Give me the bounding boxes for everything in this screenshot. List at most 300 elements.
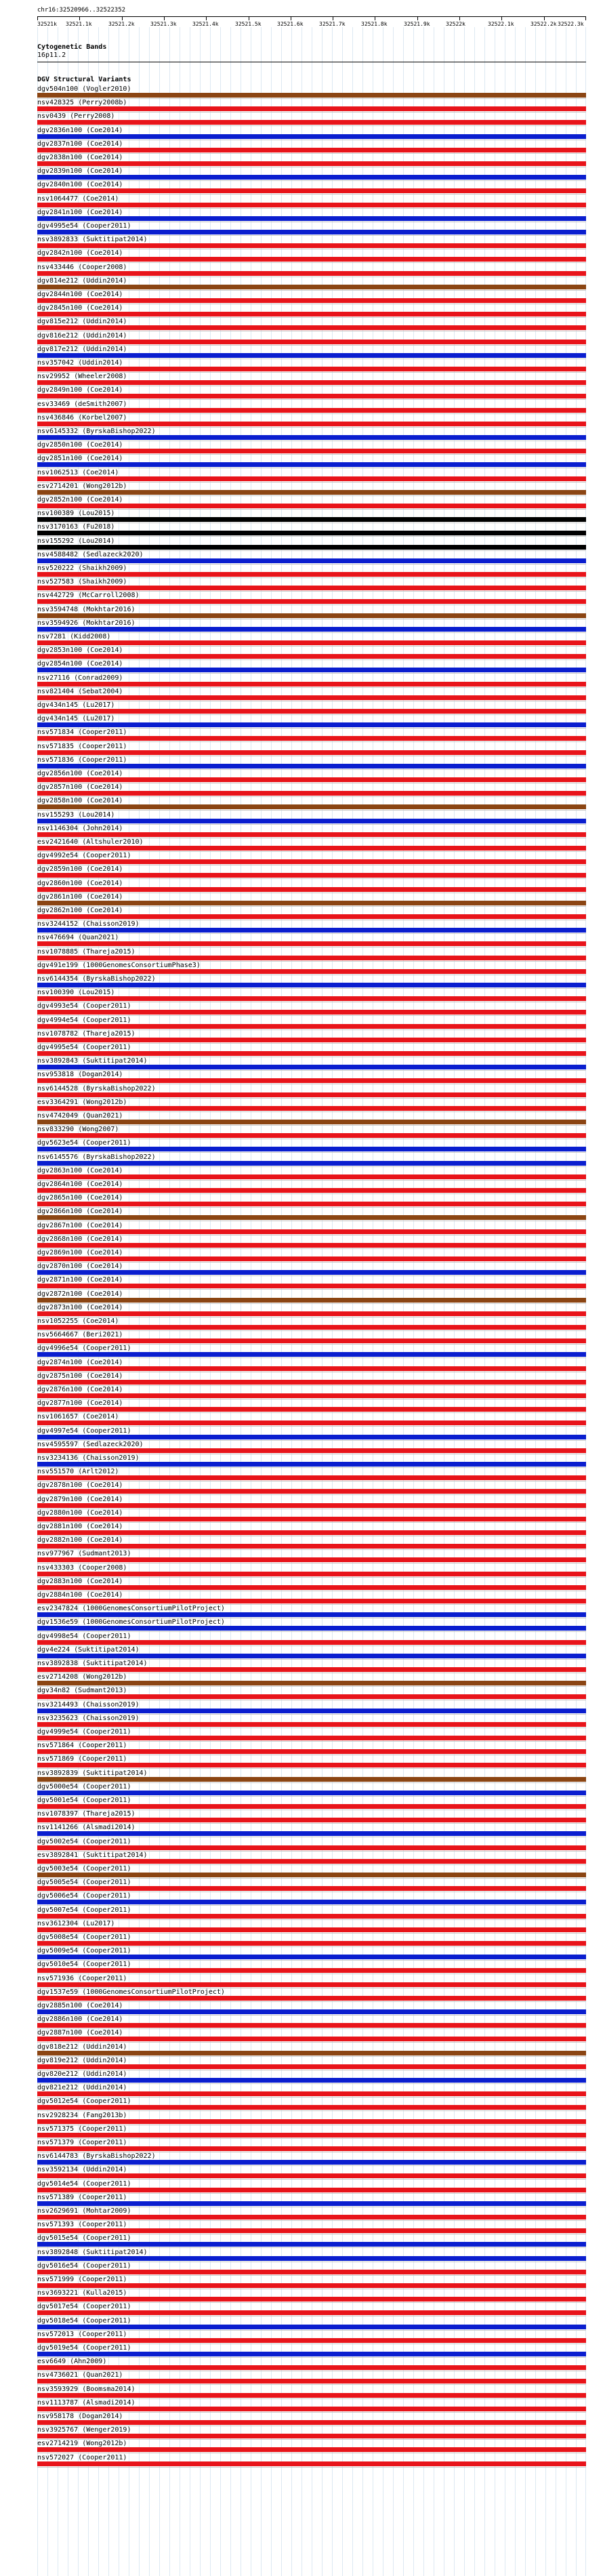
dgv-variant-label[interactable]: dgv2839n100 (Coe2014) [37,167,123,175]
dgv-variant-label[interactable]: nsv571869 (Cooper2011) [37,1755,127,1763]
dgv-variant-label[interactable]: nsv436846 (Korbel2007) [37,414,127,422]
dgv-variant-label[interactable]: nsv833290 (Wong2007) [37,1126,119,1133]
dgv-variant-bar[interactable] [37,2325,586,2329]
dgv-variant-label[interactable]: nsv3892838 (Suktitipat2014) [37,1660,148,1667]
dgv-variant-label[interactable]: dgv2878n100 (Coe2014) [37,1481,123,1489]
dgv-variant-label[interactable]: dgv5623e54 (Cooper2011) [37,1139,131,1147]
dgv-variant-label[interactable]: nsv155293 (Lou2014) [37,811,115,819]
dgv-variant-bar[interactable] [37,2447,586,2452]
dgv-variant-bar[interactable] [37,1749,586,1754]
dgv-variant-label[interactable]: nsv571999 (Cooper2011) [37,2276,127,2283]
dgv-variant-bar[interactable] [37,2407,586,2411]
dgv-variant-label[interactable]: dgv5016e54 (Cooper2011) [37,2262,131,2270]
dgv-variant-bar[interactable] [37,2023,586,2028]
dgv-variant-label[interactable]: nsv0439 (Perry2008) [37,113,115,120]
dgv-variant-label[interactable]: nsv1062513 (Coe2014) [37,469,119,476]
dgv-variant-label[interactable]: nsv572027 (Cooper2011) [37,2454,127,2461]
dgv-variant-label[interactable]: nsv1078885 (Thareja2015) [37,948,136,956]
dgv-variant-label[interactable]: nsv100390 (Lou2015) [37,989,115,996]
dgv-variant-label[interactable]: nsv3235623 (Chaisson2019) [37,1715,140,1722]
dgv-variant-label[interactable]: dgv2856n100 (Coe2014) [37,770,123,777]
dgv-variant-bar[interactable] [37,408,586,413]
dgv-variant-label[interactable]: dgv2860n100 (Coe2014) [37,880,123,887]
dgv-variant-bar[interactable] [37,175,586,180]
dgv-variant-label[interactable]: nsv1113787 (Alsmadi2014) [37,2399,136,2407]
dgv-variant-bar[interactable] [37,1065,586,1069]
dgv-variant-label[interactable]: dgv4997e54 (Cooper2011) [37,1427,131,1435]
dgv-variant-label[interactable]: nsv1061657 (Coe2014) [37,1413,119,1420]
dgv-variant-label[interactable]: nsv29952 (Wheeler2008) [37,373,127,380]
dgv-variant-label[interactable]: dgv818e212 (Uddin2014) [37,2043,127,2051]
dgv-variant-label[interactable]: dgv2886n100 (Coe2014) [37,2016,123,2023]
dgv-variant-label[interactable]: dgv2837n100 (Coe2014) [37,140,123,148]
dgv-variant-label[interactable]: dgv2881n100 (Coe2014) [37,1523,123,1530]
dgv-variant-label[interactable]: nsv571864 (Cooper2011) [37,1742,127,1749]
dgv-variant-bar[interactable] [37,545,586,550]
dgv-variant-bar[interactable] [37,1681,586,1685]
dgv-variant-bar[interactable] [37,2215,586,2220]
dgv-variant-bar[interactable] [37,1366,586,1371]
dgv-variant-bar[interactable] [37,764,586,769]
dgv-variant-bar[interactable] [37,750,586,755]
dgv-variant-bar[interactable] [37,1147,586,1151]
dgv-variant-label[interactable]: dgv816e212 (Uddin2014) [37,332,127,340]
dgv-variant-label[interactable]: nsv2928234 (Fang2013b) [37,2112,127,2119]
dgv-variant-bar[interactable] [37,599,586,604]
dgv-variant-bar[interactable] [37,1818,586,1822]
dgv-variant-label[interactable]: nsv571836 (Cooper2011) [37,756,127,764]
dgv-variant-bar[interactable] [37,832,586,837]
dgv-variant-label[interactable]: dgv2851n100 (Coe2014) [37,455,123,462]
dgv-variant-bar[interactable] [37,1407,586,1412]
dgv-variant-label[interactable]: dgv4e224 (Suktitipat2014) [37,1646,140,1654]
dgv-variant-label[interactable]: dgv434n145 (Lu2017) [37,715,115,722]
dgv-variant-bar[interactable] [37,1982,586,1987]
dgv-variant-label[interactable]: dgv2859n100 (Coe2014) [37,865,123,873]
dgv-variant-bar[interactable] [37,1722,586,1727]
dgv-variant-label[interactable]: dgv2884n100 (Coe2014) [37,1591,123,1599]
dgv-variant-label[interactable]: dgv2838n100 (Coe2014) [37,154,123,161]
dgv-variant-bar[interactable] [37,285,586,289]
dgv-variant-bar[interactable] [37,2270,586,2274]
dgv-variant-bar[interactable] [37,1859,586,1864]
dgv-variant-bar[interactable] [37,1612,586,1617]
dgv-variant-bar[interactable] [37,804,586,809]
dgv-variant-label[interactable]: nsv428325 (Perry2008b) [37,99,127,106]
dgv-variant-bar[interactable] [37,1900,586,1904]
dgv-variant-bar[interactable] [37,1845,586,1850]
dgv-variant-bar[interactable] [37,1530,586,1535]
dgv-variant-label[interactable]: dgv814e212 (Uddin2014) [37,277,127,285]
dgv-variant-bar[interactable] [37,1435,586,1439]
dgv-variant-label[interactable]: nsv1052255 (Coe2014) [37,1317,119,1325]
dgv-variant-label[interactable]: dgv5003e54 (Cooper2011) [37,1865,131,1873]
dgv-variant-bar[interactable] [37,504,586,508]
dgv-variant-label[interactable]: dgv2865n100 (Coe2014) [37,1194,123,1202]
dgv-variant-label[interactable]: dgv504n100 (Vogler2010) [37,85,131,93]
dgv-variant-bar[interactable] [37,1133,586,1138]
dgv-variant-label[interactable]: esv6649 (Ahn2009) [37,2358,107,2365]
dgv-variant-bar[interactable] [37,2338,586,2343]
dgv-variant-bar[interactable] [37,1886,586,1891]
dgv-variant-label[interactable]: dgv2874n100 (Coe2014) [37,1359,123,1366]
dgv-variant-bar[interactable] [37,422,586,426]
dgv-variant-bar[interactable] [37,873,586,878]
dgv-variant-label[interactable]: dgv5009e54 (Cooper2011) [37,1947,131,1955]
dgv-variant-label[interactable]: nsv433303 (Cooper2008) [37,1564,127,1572]
dgv-variant-bar[interactable] [37,2393,586,2398]
dgv-variant-bar[interactable] [37,1188,586,1193]
dgv-variant-label[interactable]: nsv571936 (Cooper2011) [37,1975,127,1982]
dgv-variant-bar[interactable] [37,1078,586,1083]
dgv-variant-bar[interactable] [37,1420,586,1425]
dgv-variant-label[interactable]: nsv3234136 (Chaisson2019) [37,1454,140,1462]
dgv-variant-bar[interactable] [37,2105,586,2110]
dgv-variant-bar[interactable] [37,1448,586,1453]
dgv-variant-bar[interactable] [37,1393,586,1398]
dgv-variant-bar[interactable] [37,1941,586,1946]
dgv-variant-bar[interactable] [37,216,586,221]
dgv-variant-bar[interactable] [37,1380,586,1385]
dgv-variant-bar[interactable] [37,1243,586,1248]
dgv-variant-label[interactable]: dgv4994e54 (Cooper2011) [37,1017,131,1024]
dgv-variant-label[interactable]: nsv3925767 (Wenger2019) [37,2426,131,2434]
dgv-variant-bar[interactable] [37,1202,586,1206]
dgv-variant-label[interactable]: dgv2877n100 (Coe2014) [37,1399,123,1407]
dgv-variant-bar[interactable] [37,1831,586,1836]
dgv-variant-bar[interactable] [37,969,586,974]
dgv-variant-label[interactable]: nsv6144354 (ByrskaBishop2022) [37,975,156,983]
dgv-variant-label[interactable]: dgv2880n100 (Coe2014) [37,1509,123,1517]
dgv-variant-bar[interactable] [37,203,586,207]
dgv-variant-label[interactable]: dgv2866n100 (Coe2014) [37,1208,123,1215]
dgv-variant-label[interactable]: dgv2864n100 (Coe2014) [37,1181,123,1188]
dgv-variant-bar[interactable] [37,846,586,851]
dgv-variant-label[interactable]: esv33469 (deSmith2007) [37,401,127,408]
dgv-variant-label[interactable]: nsv520222 (Shaikh2009) [37,565,127,572]
dgv-variant-label[interactable]: dgv820e212 (Uddin2014) [37,2070,127,2078]
dgv-variant-bar[interactable] [37,682,586,687]
dgv-variant-bar[interactable] [37,736,586,741]
dgv-variant-bar[interactable] [37,1106,586,1111]
dgv-variant-label[interactable]: esv2714201 (Wong2012b) [37,483,127,490]
dgv-variant-label[interactable]: esv2714208 (Wong2012b) [37,1673,127,1681]
dgv-variant-bar[interactable] [37,490,586,495]
dgv-variant-label[interactable]: dgv5012e54 (Cooper2011) [37,2098,131,2105]
dgv-variant-bar[interactable] [37,777,586,782]
dgv-variant-label[interactable]: dgv2844n100 (Coe2014) [37,291,123,298]
dgv-variant-label[interactable]: nsv4588482 (Sedlazeck2020) [37,551,144,558]
dgv-variant-label[interactable]: nsv958178 (Dogan2014) [37,2413,123,2420]
dgv-variant-bar[interactable] [37,558,586,563]
dgv-variant-bar[interactable] [37,1694,586,1699]
dgv-variant-label[interactable]: dgv2858n100 (Coe2014) [37,797,123,804]
dgv-variant-bar[interactable] [37,1229,586,1234]
dgv-variant-bar[interactable] [37,1763,586,1767]
dgv-variant-label[interactable]: nsv551570 (Arlt2012) [37,1468,119,1475]
dgv-variant-bar[interactable] [37,367,586,371]
dgv-variant-label[interactable]: nsv571375 (Cooper2011) [37,2125,127,2133]
dgv-variant-label[interactable]: dgv1536e59 (1000GenomesConsortiumPilotProject) [37,1618,225,1626]
dgv-variant-bar[interactable] [37,1709,586,1713]
dgv-variant-bar[interactable] [37,586,586,590]
dgv-variant-bar[interactable] [37,1120,586,1124]
dgv-variant-label[interactable]: dgv4995e54 (Cooper2011) [37,222,131,230]
dgv-variant-bar[interactable] [37,2173,586,2178]
dgv-variant-label[interactable]: dgv5000e54 (Cooper2011) [37,1783,131,1791]
dgv-variant-label[interactable]: dgv4999e54 (Cooper2011) [37,1728,131,1736]
dgv-variant-label[interactable]: nsv6145576 (ByrskaBishop2022) [37,1153,156,1161]
dgv-variant-label[interactable]: dgv4992e54 (Cooper2011) [37,852,131,859]
dgv-variant-label[interactable]: nsv571393 (Cooper2011) [37,2221,127,2228]
dgv-variant-label[interactable]: nsv6144783 (ByrskaBishop2022) [37,2152,156,2160]
dgv-variant-label[interactable]: nsv571389 (Cooper2011) [37,2194,127,2201]
dgv-variant-label[interactable]: nsv7281 (Kidd2008) [37,633,111,640]
dgv-variant-bar[interactable] [37,517,586,522]
dgv-variant-label[interactable]: dgv4995e54 (Cooper2011) [37,1044,131,1051]
dgv-variant-label[interactable]: dgv2883n100 (Coe2014) [37,1578,123,1585]
dgv-variant-label[interactable]: dgv4996e54 (Cooper2011) [37,1345,131,1352]
dgv-variant-label[interactable]: nsv3892848 (Suktitipat2014) [37,2249,148,2256]
dgv-variant-label[interactable]: dgv2885n100 (Coe2014) [37,2002,123,2009]
dgv-variant-bar[interactable] [37,2146,586,2151]
dgv-variant-label[interactable]: nsv1078397 (Thareja2015) [37,1810,136,1818]
dgv-variant-bar[interactable] [37,1640,586,1645]
dgv-variant-bar[interactable] [37,2310,586,2315]
dgv-variant-label[interactable]: dgv2850n100 (Coe2014) [37,441,123,449]
dgv-variant-bar[interactable] [37,271,586,276]
dgv-variant-label[interactable]: dgv2887n100 (Coe2014) [37,2029,123,2037]
dgv-variant-label[interactable]: nsv6145332 (ByrskaBishop2022) [37,428,156,435]
dgv-variant-bar[interactable] [37,654,586,659]
dgv-variant-label[interactable]: dgv5015e54 (Cooper2011) [37,2234,131,2242]
dgv-variant-label[interactable]: dgv2867n100 (Coe2014) [37,1222,123,1229]
dgv-variant-bar[interactable] [37,1804,586,1809]
dgv-variant-label[interactable]: dgv5002e54 (Cooper2011) [37,1838,131,1845]
dgv-variant-bar[interactable] [37,2009,586,2014]
dgv-variant-label[interactable]: dgv2845n100 (Coe2014) [37,304,123,312]
dgv-variant-bar[interactable] [37,887,586,892]
dgv-variant-label[interactable]: dgv2852n100 (Coe2014) [37,496,123,504]
dgv-variant-bar[interactable] [37,1914,586,1919]
dgv-variant-bar[interactable] [37,2365,586,2370]
dgv-variant-bar[interactable] [37,257,586,262]
dgv-variant-label[interactable]: nsv155292 (Lou2014) [37,537,115,545]
dgv-variant-label[interactable]: nsv4742049 (Quan2021) [37,1112,123,1120]
dgv-variant-bar[interactable] [37,340,586,344]
dgv-variant-bar[interactable] [37,2037,586,2041]
dgv-variant-bar[interactable] [37,1352,586,1357]
dgv-variant-label[interactable]: nsv442729 (McCarroll2008) [37,592,140,599]
dgv-variant-label[interactable]: nsv4595597 (Sedlazeck2020) [37,1441,144,1448]
dgv-variant-label[interactable]: nsv3594748 (Mokhtar2016) [37,606,136,613]
dgv-variant-bar[interactable] [37,1051,586,1056]
dgv-variant-bar[interactable] [37,2160,586,2165]
dgv-variant-bar[interactable] [37,1284,586,1288]
dgv-variant-bar[interactable] [37,983,586,987]
dgv-variant-bar[interactable] [37,2133,586,2138]
dgv-variant-bar[interactable] [37,1462,586,1467]
dgv-variant-label[interactable]: dgv2840n100 (Coe2014) [37,181,123,188]
dgv-variant-label[interactable]: dgv2854n100 (Coe2014) [37,660,123,668]
dgv-variant-bar[interactable] [37,1667,586,1672]
dgv-variant-bar[interactable] [37,2201,586,2206]
dgv-variant-bar[interactable] [37,134,586,139]
dgv-variant-label[interactable]: dgv5014e54 (Cooper2011) [37,2180,131,2188]
dgv-variant-label[interactable]: nsv3214493 (Chaisson2019) [37,1701,140,1709]
dgv-variant-label[interactable]: nsv3892833 (Suktitipat2014) [37,236,148,243]
dgv-variant-bar[interactable] [37,1791,586,1795]
dgv-variant-label[interactable]: nsv527583 (Shaikh2009) [37,578,127,586]
dgv-variant-bar[interactable] [37,572,586,577]
dgv-variant-bar[interactable] [37,941,586,946]
dgv-variant-label[interactable]: dgv5019e54 (Cooper2011) [37,2344,131,2352]
dgv-variant-bar[interactable] [37,435,586,440]
dgv-variant-label[interactable]: dgv2862n100 (Coe2014) [37,907,123,914]
dgv-variant-label[interactable]: nsv3612304 (Lu2017) [37,1920,115,1927]
dgv-variant-bar[interactable] [37,1010,586,1015]
dgv-variant-label[interactable]: dgv2873n100 (Coe2014) [37,1304,123,1311]
dgv-variant-bar[interactable] [37,722,586,727]
dgv-variant-label[interactable]: dgv5010e54 (Cooper2011) [37,1961,131,1968]
dgv-variant-bar[interactable] [37,106,586,111]
dgv-variant-label[interactable]: nsv3693221 (Kulla2015) [37,2289,127,2297]
dgv-variant-bar[interactable] [37,2091,586,2096]
dgv-variant-label[interactable]: esv2714219 (Wong2012b) [37,2440,127,2447]
dgv-variant-label[interactable]: nsv433446 (Cooper2008) [37,264,127,271]
dgv-variant-label[interactable]: dgv5001e54 (Cooper2011) [37,1797,131,1804]
dgv-variant-bar[interactable] [37,956,586,960]
dgv-variant-bar[interactable] [37,1873,586,1877]
dgv-variant-label[interactable]: dgv2871n100 (Coe2014) [37,1276,123,1284]
dgv-variant-bar[interactable] [37,695,586,700]
dgv-variant-bar[interactable] [37,394,586,398]
dgv-variant-label[interactable]: nsv3592134 (Uddin2014) [37,2166,127,2173]
dgv-variant-bar[interactable] [37,1038,586,1042]
dgv-variant-bar[interactable] [37,230,586,234]
dgv-variant-label[interactable]: dgv491e199 (1000GenomesConsortiumPhase3) [37,962,201,969]
dgv-variant-label[interactable]: nsv3892843 (Suktitipat2014) [37,1057,148,1065]
dgv-variant-bar[interactable] [37,312,586,316]
dgv-variant-label[interactable]: dgv5007e54 (Cooper2011) [37,1906,131,1914]
dgv-variant-label[interactable]: dgv2872n100 (Coe2014) [37,1290,123,1298]
dgv-variant-bar[interactable] [37,243,586,248]
dgv-variant-bar[interactable] [37,1503,586,1508]
dgv-variant-bar[interactable] [37,1544,586,1549]
dgv-variant-bar[interactable] [37,1311,586,1316]
dgv-variant-bar[interactable] [37,1996,586,2001]
dgv-variant-bar[interactable] [37,2283,586,2288]
dgv-variant-label[interactable]: nsv476694 (Quan2021) [37,934,119,941]
dgv-variant-bar[interactable] [37,613,586,618]
dgv-variant-bar[interactable] [37,161,586,166]
dgv-variant-label[interactable]: nsv27116 (Conrad2009) [37,674,123,682]
dgv-variant-bar[interactable] [37,2420,586,2425]
dgv-variant-label[interactable]: dgv2868n100 (Coe2014) [37,1235,123,1243]
dgv-variant-label[interactable]: dgv2836n100 (Coe2014) [37,127,123,134]
dgv-variant-label[interactable]: dgv2863n100 (Coe2014) [37,1167,123,1174]
dgv-variant-bar[interactable] [37,640,586,645]
dgv-variant-label[interactable]: dgv5005e54 (Cooper2011) [37,1879,131,1886]
dgv-variant-label[interactable]: esv2347824 (1000GenomesConsortiumPilotProject) [37,1605,225,1612]
dgv-variant-label[interactable]: dgv2876n100 (Coe2014) [37,1386,123,1393]
dgv-variant-bar[interactable] [37,476,586,481]
dgv-variant-label[interactable]: nsv2629691 (Mohtar2009) [37,2207,131,2215]
dgv-variant-bar[interactable] [37,120,586,125]
dgv-variant-bar[interactable] [37,1092,586,1097]
dgv-variant-bar[interactable] [37,819,586,823]
dgv-variant-bar[interactable] [37,1475,586,1480]
dgv-variant-bar[interactable] [37,298,586,303]
dgv-variant-label[interactable]: dgv5017e54 (Cooper2011) [37,2303,131,2310]
dgv-variant-label[interactable]: nsv3594926 (Mokhtar2016) [37,619,136,627]
dgv-variant-bar[interactable] [37,928,586,933]
dgv-variant-bar[interactable] [37,2119,586,2124]
dgv-variant-bar[interactable] [37,1557,586,1562]
dgv-variant-label[interactable]: nsv977967 (Sudmant2013) [37,1550,131,1557]
dgv-variant-label[interactable]: nsv3593929 (Boomsma2014) [37,2386,136,2393]
dgv-variant-bar[interactable] [37,2064,586,2069]
dgv-variant-label[interactable]: dgv5018e54 (Cooper2011) [37,2317,131,2325]
dgv-variant-label[interactable]: nsv3170163 (Fu2018) [37,523,115,531]
dgv-variant-bar[interactable] [37,1298,586,1303]
dgv-variant-bar[interactable] [37,1270,586,1275]
dgv-variant-label[interactable]: nsv571379 (Cooper2011) [37,2139,127,2146]
dgv-variant-bar[interactable] [37,2352,586,2356]
dgv-variant-label[interactable]: nsv6144528 (ByrskaBishop2022) [37,1085,156,1092]
dgv-variant-label[interactable]: dgv2870n100 (Coe2014) [37,1263,123,1270]
dgv-variant-bar[interactable] [37,1489,586,1494]
dgv-variant-bar[interactable] [37,353,586,358]
dgv-variant-label[interactable]: nsv1078782 (Thareja2015) [37,1030,136,1038]
dgv-variant-label[interactable]: nsv1141266 (Alsmadi2014) [37,1824,136,1831]
dgv-variant-bar[interactable] [37,791,586,796]
dgv-variant-bar[interactable] [37,1626,586,1631]
dgv-variant-bar[interactable] [37,2188,586,2192]
dgv-variant-bar[interactable] [37,1338,586,1343]
dgv-variant-label[interactable]: dgv2869n100 (Coe2014) [37,1249,123,1256]
dgv-variant-bar[interactable] [37,2461,586,2466]
dgv-variant-bar[interactable] [37,1517,586,1521]
dgv-variant-label[interactable]: nsv357042 (Uddin2014) [37,359,123,367]
dgv-variant-label[interactable]: dgv821e212 (Uddin2014) [37,2084,127,2091]
dgv-variant-bar[interactable] [37,996,586,1001]
dgv-variant-label[interactable]: nsv3892839 (Suktitipat2014) [37,1770,148,1777]
dgv-variant-label[interactable]: dgv34n82 (Sudmant2013) [37,1687,127,1694]
dgv-variant-bar[interactable] [37,1599,586,1603]
dgv-variant-bar[interactable] [37,325,586,330]
dgv-variant-bar[interactable] [37,859,586,864]
dgv-variant-label[interactable]: dgv2879n100 (Coe2014) [37,1496,123,1503]
dgv-variant-bar[interactable] [37,2379,586,2384]
dgv-variant-label[interactable]: nsv571835 (Cooper2011) [37,743,127,750]
dgv-variant-label[interactable]: dgv4993e54 (Cooper2011) [37,1002,131,1010]
dgv-variant-bar[interactable] [37,1654,586,1658]
dgv-variant-bar[interactable] [37,2228,586,2233]
dgv-variant-bar[interactable] [37,709,586,714]
dgv-variant-bar[interactable] [37,1572,586,1576]
dgv-variant-label[interactable]: nsv5664667 (Beri2021) [37,1331,123,1338]
dgv-variant-bar[interactable] [37,1968,586,1973]
dgv-variant-bar[interactable] [37,531,586,535]
dgv-variant-bar[interactable] [37,1161,586,1166]
dgv-variant-bar[interactable] [37,1736,586,1740]
dgv-variant-bar[interactable] [37,1585,586,1590]
dgv-variant-label[interactable]: dgv4998e54 (Cooper2011) [37,1633,131,1640]
dgv-variant-bar[interactable] [37,668,586,672]
dgv-variant-label[interactable]: dgv2842n100 (Coe2014) [37,249,123,257]
dgv-variant-bar[interactable] [37,1256,586,1261]
